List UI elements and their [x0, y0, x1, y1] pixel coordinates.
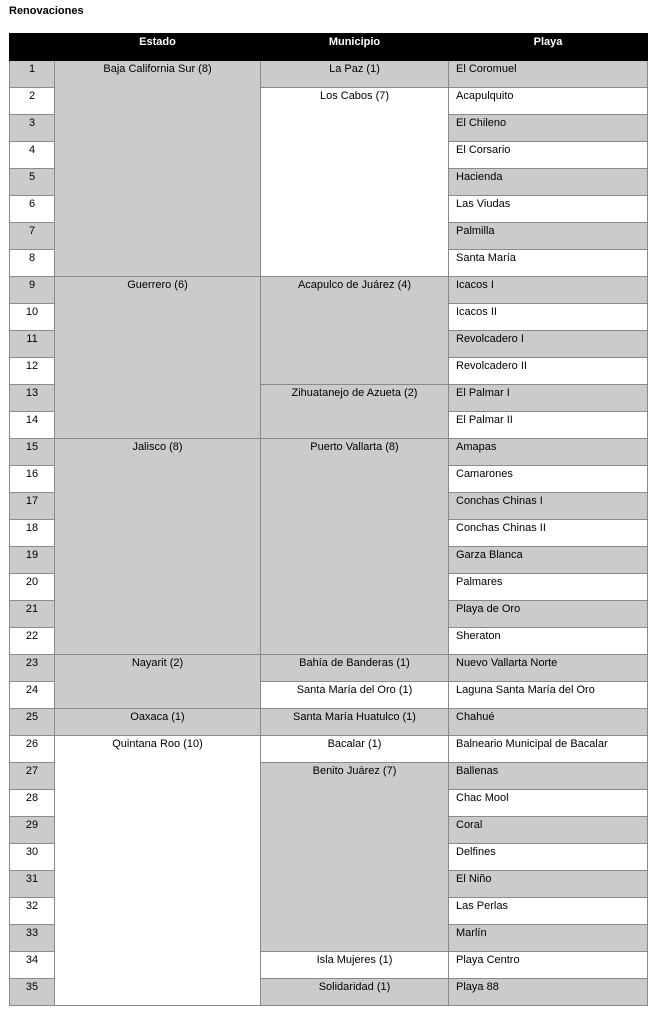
- table-row: [10, 61, 648, 88]
- playa-cell: Nuevo Vallarta Norte: [449, 655, 648, 682]
- playa-cell: Las Viudas: [449, 196, 648, 223]
- municipio-cell: Solidaridad (1): [261, 979, 449, 1006]
- row-number: 18: [10, 520, 55, 547]
- municipio-cell: Zihuatanejo de Azueta (2): [261, 385, 449, 439]
- table-row: [10, 736, 648, 763]
- estado-cell: Quintana Roo (10): [55, 736, 261, 1006]
- playa-cell: Balneario Municipal de Bacalar: [449, 736, 648, 763]
- municipio-cell: Bacalar (1): [261, 736, 449, 763]
- header-num: [10, 34, 55, 61]
- playa-cell: Amapas: [449, 439, 648, 466]
- row-number: 8: [10, 250, 55, 277]
- row-number: 19: [10, 547, 55, 574]
- row-number: 22: [10, 628, 55, 655]
- municipio-cell: Acapulco de Juárez (4): [261, 277, 449, 385]
- header-playa: Playa: [449, 34, 648, 61]
- table-row: [10, 439, 648, 466]
- renovaciones-table: [9, 33, 648, 1006]
- row-number: 21: [10, 601, 55, 628]
- row-number: 15: [10, 439, 55, 466]
- row-number: 5: [10, 169, 55, 196]
- header-estado: Estado: [55, 34, 261, 61]
- playa-cell: Icacos I: [449, 277, 648, 304]
- playa-cell: Chahué: [449, 709, 648, 736]
- playa-cell: El Palmar I: [449, 385, 648, 412]
- municipio-cell: Puerto Vallarta (8): [261, 439, 449, 655]
- row-number: 13: [10, 385, 55, 412]
- playa-cell: Hacienda: [449, 169, 648, 196]
- playa-cell: Acapulquito: [449, 88, 648, 115]
- header-row: [10, 34, 648, 61]
- playa-cell: El Niño: [449, 871, 648, 898]
- playa-cell: Conchas Chinas II: [449, 520, 648, 547]
- header-municipio: Municipio: [261, 34, 449, 61]
- playa-cell: El Corsario: [449, 142, 648, 169]
- row-number: 34: [10, 952, 55, 979]
- playa-cell: Coral: [449, 817, 648, 844]
- estado-cell: Jalisco (8): [55, 439, 261, 655]
- row-number: 4: [10, 142, 55, 169]
- municipio-cell: Isla Mujeres (1): [261, 952, 449, 979]
- row-number: 32: [10, 898, 55, 925]
- row-number: 27: [10, 763, 55, 790]
- playa-cell: Revolcadero II: [449, 358, 648, 385]
- playa-cell: Santa María: [449, 250, 648, 277]
- playa-cell: El Coromuel: [449, 61, 648, 88]
- row-number: 17: [10, 493, 55, 520]
- municipio-cell: La Paz (1): [261, 61, 449, 88]
- table-row: [10, 655, 648, 682]
- row-number: 23: [10, 655, 55, 682]
- table-row: [10, 709, 648, 736]
- municipio-cell: Santa María del Oro (1): [261, 682, 449, 709]
- playa-cell: El Chileno: [449, 115, 648, 142]
- row-number: 30: [10, 844, 55, 871]
- row-number: 10: [10, 304, 55, 331]
- playa-cell: El Palmar II: [449, 412, 648, 439]
- row-number: 11: [10, 331, 55, 358]
- row-number: 20: [10, 574, 55, 601]
- playa-cell: Playa de Oro: [449, 601, 648, 628]
- playa-cell: Palmilla: [449, 223, 648, 250]
- row-number: 28: [10, 790, 55, 817]
- playa-cell: Revolcadero I: [449, 331, 648, 358]
- row-number: 2: [10, 88, 55, 115]
- playa-cell: Camarones: [449, 466, 648, 493]
- estado-cell: Baja California Sur (8): [55, 61, 261, 277]
- estado-cell: Nayarit (2): [55, 655, 261, 709]
- row-number: 33: [10, 925, 55, 952]
- playa-cell: Ballenas: [449, 763, 648, 790]
- playa-cell: Playa Centro: [449, 952, 648, 979]
- row-number: 25: [10, 709, 55, 736]
- row-number: 3: [10, 115, 55, 142]
- playa-cell: Delfines: [449, 844, 648, 871]
- municipio-cell: Benito Juárez (7): [261, 763, 449, 952]
- estado-cell: Guerrero (6): [55, 277, 261, 439]
- municipio-cell: Los Cabos (7): [261, 88, 449, 277]
- playa-cell: Laguna Santa María del Oro: [449, 682, 648, 709]
- playa-cell: Garza Blanca: [449, 547, 648, 574]
- estado-cell: Oaxaca (1): [55, 709, 261, 736]
- playa-cell: Conchas Chinas I: [449, 493, 648, 520]
- playa-cell: Sheraton: [449, 628, 648, 655]
- playa-cell: Chac Mool: [449, 790, 648, 817]
- row-number: 35: [10, 979, 55, 1006]
- table-row: [10, 277, 648, 304]
- row-number: 14: [10, 412, 55, 439]
- playa-cell: Marlín: [449, 925, 648, 952]
- row-number: 12: [10, 358, 55, 385]
- row-number: 7: [10, 223, 55, 250]
- row-number: 31: [10, 871, 55, 898]
- playa-cell: Las Perlas: [449, 898, 648, 925]
- playa-cell: Playa 88: [449, 979, 648, 1006]
- row-number: 26: [10, 736, 55, 763]
- playa-cell: Icacos II: [449, 304, 648, 331]
- page-title: Renovaciones: [9, 5, 84, 17]
- playa-cell: Palmares: [449, 574, 648, 601]
- municipio-cell: Bahía de Banderas (1): [261, 655, 449, 682]
- row-number: 1: [10, 61, 55, 88]
- row-number: 9: [10, 277, 55, 304]
- row-number: 16: [10, 466, 55, 493]
- row-number: 6: [10, 196, 55, 223]
- municipio-cell: Santa María Huatulco (1): [261, 709, 449, 736]
- row-number: 29: [10, 817, 55, 844]
- row-number: 24: [10, 682, 55, 709]
